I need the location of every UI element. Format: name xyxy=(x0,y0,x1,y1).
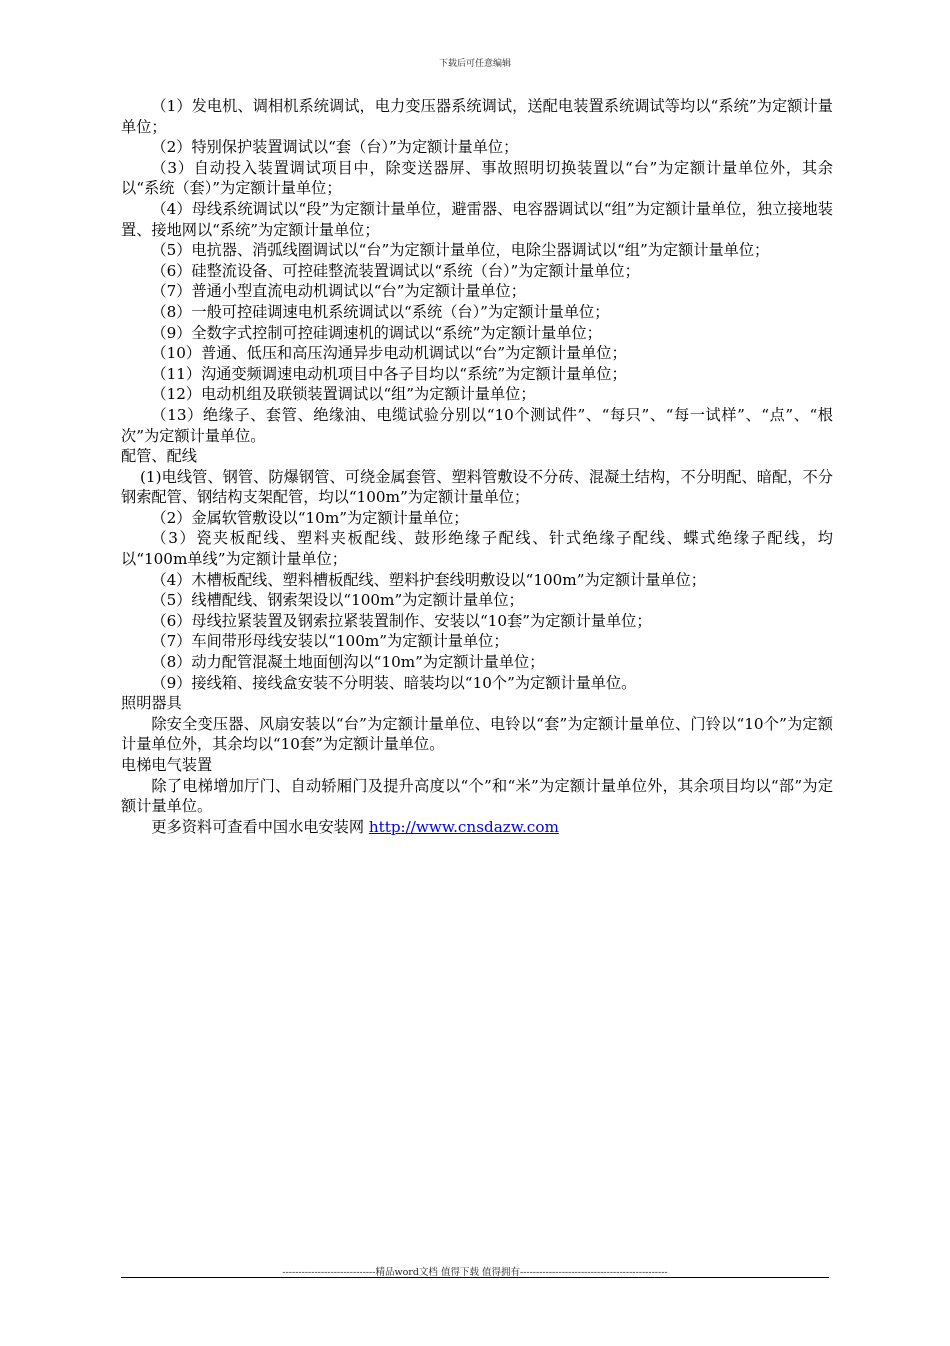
paragraph: （5）线槽配线、钢索架设以“100m”为定额计量单位； xyxy=(151,591,524,610)
paragraph: （4）母线系统调试以“段”为定额计量单位，避雷器、电容器调试以“组”为定额计量单位，独立接地装置、接地网以“系统”为定额计量单位； xyxy=(121,199,833,239)
paragraph: （2）金属软管敷设以“10m”为定额计量单位； xyxy=(151,508,469,527)
paragraph: （8）一般可控硅调速电机系统调试以“系统（台）”为定额计量单位； xyxy=(151,302,610,321)
page-header: 下载后可任意编辑 xyxy=(438,59,511,69)
paragraph: (1)电线管、钢管、防爆钢管、可绕金属套管、塑料管敷设不分砖、混凝土结构，不分明配、暗配，不分钢索配管、钢结构支架配管，均以“100m”为定额计量单位； xyxy=(121,467,833,507)
paragraph: （3）自动投入装置调试项目中，除变送器屏、事故照明切换装置以“台”为定额计量单位外，其余以“系统（套）”为定额计量单位； xyxy=(121,158,833,198)
page-footer: -----------------------------精品word文档 值得下载 值得拥有---------------------------------------------- xyxy=(282,1267,668,1278)
paragraph: （10）普通、低压和高压沟通异步电动机调试以“台”为定额计量单位； xyxy=(151,344,627,363)
paragraph: （7）车间带形母线安装以“100m”为定额计量单位； xyxy=(151,632,509,651)
paragraph: 除安全变压器、风扇安装以“台”为定额计量单位、电铃以“套”为定额计量单位、门铃以“10个”为定额计量单位外，其余均以“10套”为定额计量单位。 xyxy=(121,714,833,754)
website-link[interactable]: http://www.cnsdazw.com xyxy=(368,817,559,836)
paragraph: （9）接线箱、接线盒安装不分明装、暗装均以“10个”为定额计量单位。 xyxy=(151,673,637,692)
paragraph: （12）电动机组及联锁装置调试以“组”为定额计量单位； xyxy=(151,385,536,404)
paragraph: （6）硅整流设备、可控硅整流装置调试以“系统（台）”为定额计量单位； xyxy=(151,261,640,280)
section-heading: 电梯电气装置 xyxy=(121,756,213,774)
paragraph: （3）瓷夹板配线、塑料夹板配线、鼓形绝缘子配线、针式绝缘子配线、蝶式绝缘子配线，均以“100m单线”为定额计量单位； xyxy=(121,529,833,569)
paragraph: （7）普通小型直流电动机调试以“台”为定额计量单位； xyxy=(151,282,526,301)
paragraph: （6）母线拉紧装置及钢索拉紧装置制作、安装以“10套”为定额计量单位； xyxy=(151,611,652,630)
paragraph: （11）沟通变频调速电动机项目中各子目均以“系统”为定额计量单位； xyxy=(151,364,627,383)
more-info-text: 更多资料可查看中国水电安装网 xyxy=(151,817,369,836)
footer-divider xyxy=(121,1277,829,1278)
section-heading: 配管、配线 xyxy=(121,447,197,466)
paragraph: （8）动力配管混凝土地面刨沟以“10m”为定额计量单位； xyxy=(151,653,545,672)
paragraph: （9）全数字式控制可控硅调速机的调试以“系统”为定额计量单位； xyxy=(151,323,602,342)
paragraph: （2）特别保护装置调试以“套（台）”为定额计量单位； xyxy=(151,138,519,157)
paragraph: （1）发电机、调相机系统调试，电力变压器系统调试，送配电装置系统调试等均以“系统”为定额计量单位； xyxy=(121,97,833,136)
document-body xyxy=(121,96,833,837)
paragraph: （13）绝缘子、套管、绝缘油、电缆试验分别以“10个测试件”、“每只”、“每一试样”、“点”、“根次”为定额计量单位。 xyxy=(121,405,833,445)
paragraph: （4）木槽板配线、塑料槽板配线、塑料护套线明敷设以“100m”为定额计量单位； xyxy=(151,570,706,589)
section-heading: 照明器具 xyxy=(121,694,182,713)
more-info-paragraph xyxy=(121,817,833,838)
paragraph: 除了电梯增加厅门、自动轿厢门及提升高度以“个”和“米”为定额计量单位外，其余项目均以“部”为定额计量单位。 xyxy=(121,776,833,816)
paragraph: （5）电抗器、消弧线圈调试以“台”为定额计量单位，电除尘器调试以“组”为定额计量单位； xyxy=(151,241,770,260)
